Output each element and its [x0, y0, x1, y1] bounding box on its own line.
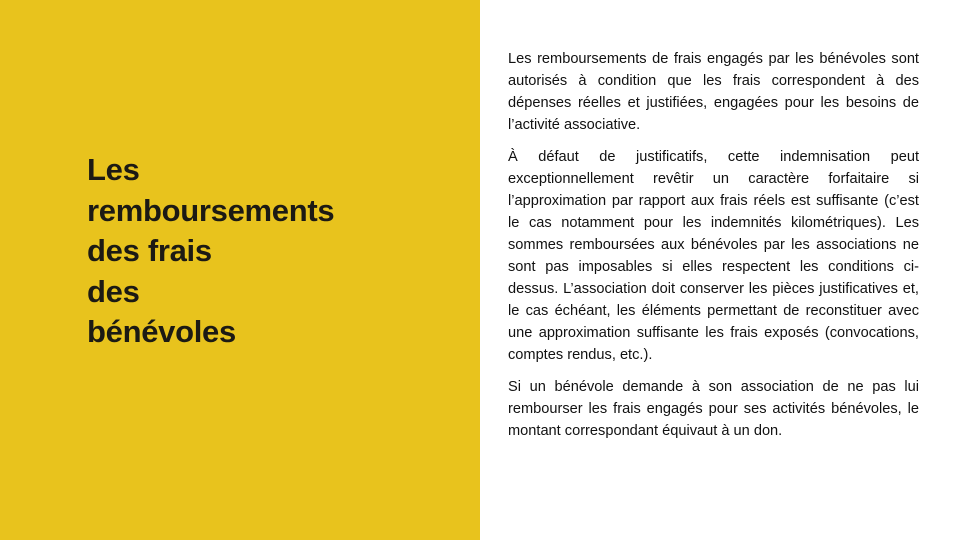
body-text	[508, 48, 919, 452]
title-line: Les	[87, 152, 140, 187]
title-line: bénévoles	[87, 314, 236, 349]
slide-title	[87, 150, 377, 353]
paragraph-conditions: Les remboursements de frais engagés par les bénévoles sont autorisés à condition que les frais correspondent à des dépenses réelles et justifiées, engagées pour les besoins de l’activité associative.	[508, 51, 919, 133]
title-line: remboursements	[87, 192, 335, 228]
title-line: des	[87, 273, 140, 309]
paragraph-donation: Si un bénévole demande à son association de ne pas lui rembourser les frais engagés pour ses activités bénévoles, le montant correspondant équivaut à un don.	[508, 379, 919, 439]
paragraph-flat-rate: À défaut de justificatifs, cette indemnisation peut exceptionnellement revêtir un caractère forfaitaire si l’approximation par rapport aux frais réels est suffisante (c’est le cas notamment pour les indemnités kilométriques). Les sommes remboursées aux bénévoles par les associations ne sont pas imposables si elles respectent les conditions ci-dessus. L’association doit conserver les pièces justificatives et, le cas échéant, les éléments permettant de reconstituer avec une approximation suffisante les frais exposés (convocations, comptes rendus, etc.).	[508, 149, 919, 363]
title-line: des frais	[87, 233, 212, 268]
